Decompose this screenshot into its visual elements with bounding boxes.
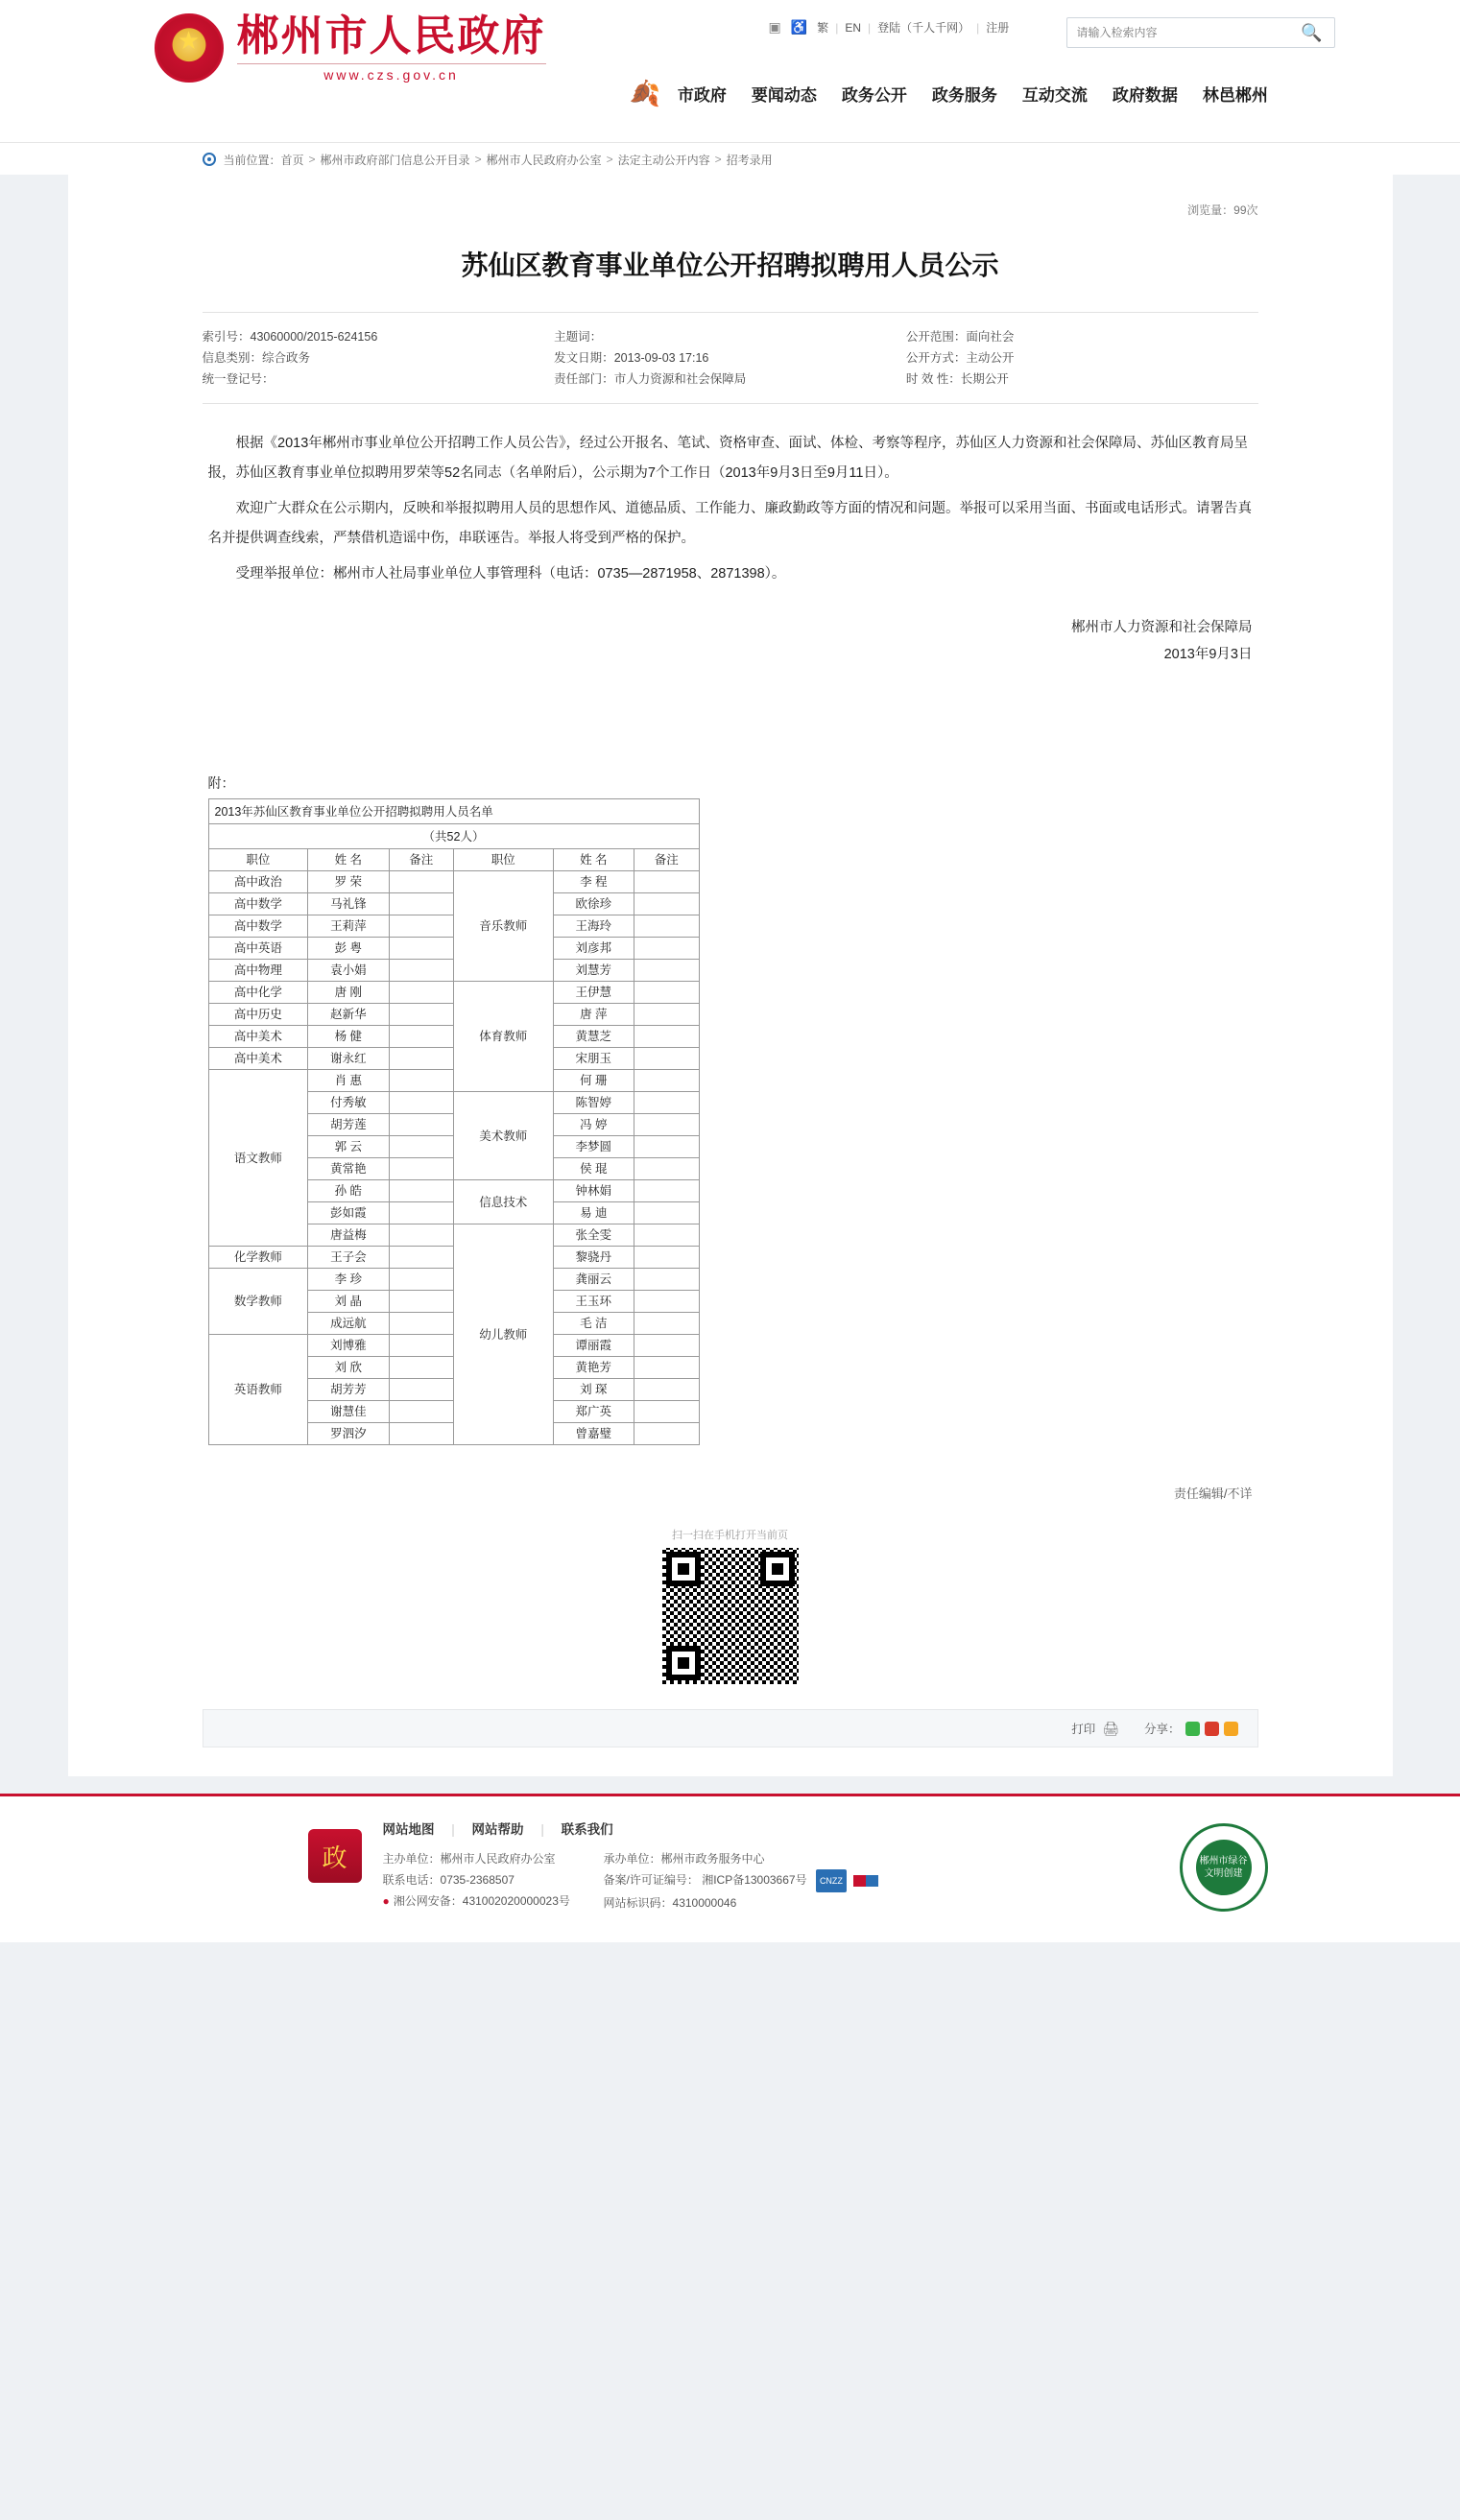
table-cell — [634, 915, 699, 938]
seal-inner-text: 郴州市绿谷文明创建 — [1196, 1840, 1252, 1895]
table-cell: 陈智婷 — [553, 1092, 634, 1114]
meta-value: 43060000/2015-624156 — [250, 330, 378, 344]
footer-id-label: 网站标识码： — [603, 1896, 673, 1910]
table-cell: 胡芳莲 — [308, 1114, 389, 1136]
table-cell: 袁小娟 — [308, 960, 389, 982]
table-cell — [389, 1357, 453, 1379]
footer-police-row — [383, 1890, 604, 1912]
meta-label: 信息类别： — [202, 351, 263, 365]
table-cell — [389, 1291, 453, 1313]
site-header — [0, 0, 1460, 142]
footer-col-left — [383, 1848, 604, 1914]
column-header: 职位 — [453, 849, 553, 871]
breadcrumb-item-recruitment[interactable]: 招考录用 — [726, 153, 773, 167]
breadcrumb-item-catalog[interactable]: 郴州市政府部门信息公开目录 — [320, 153, 470, 167]
table-cell: 成远航 — [308, 1313, 389, 1335]
table-cell: 赵新华 — [308, 1004, 389, 1026]
table-cell — [389, 1070, 453, 1092]
column-header: 姓 名 — [308, 849, 389, 871]
table-cell: 李 珍 — [308, 1269, 389, 1291]
table-cell — [634, 1313, 699, 1335]
table-cell: 语文教师 — [208, 1070, 308, 1247]
breadcrumb-sep: > — [308, 153, 316, 166]
table-cell: 美术教师 — [453, 1092, 553, 1180]
table-cell: 英语教师 — [208, 1335, 308, 1445]
nav-item-interaction[interactable]: 互动交流 — [1021, 86, 1088, 105]
top-utility-bar — [769, 19, 1010, 36]
meta-value: 2013-09-03 17:16 — [613, 351, 709, 365]
footer-host-row — [383, 1848, 604, 1869]
footer-icp-value: 湘ICP备13003667号 — [702, 1873, 807, 1887]
table-cell: 钟林娟 — [553, 1180, 634, 1202]
meta-label: 时 效 性： — [905, 372, 961, 386]
meta-row — [906, 368, 1258, 390]
table-cell — [389, 1313, 453, 1335]
divider: | — [540, 1822, 544, 1837]
table-cell: 黄艳芳 — [553, 1357, 634, 1379]
table-cell: 郭 云 — [308, 1136, 389, 1158]
table-cell — [634, 1335, 699, 1357]
meta-row — [203, 368, 555, 390]
table-cell — [389, 938, 453, 960]
table-cell — [634, 1379, 699, 1401]
table-cell — [389, 1335, 453, 1357]
meta-value: 长期公开 — [960, 372, 1009, 386]
meta-column-2 — [554, 326, 906, 390]
site-footer — [0, 1794, 1460, 1942]
table-cell — [389, 1026, 453, 1048]
table-row — [208, 824, 699, 849]
table-cell: 冯 婷 — [553, 1114, 634, 1136]
table-cell — [389, 1423, 453, 1445]
table-cell: 高中英语 — [208, 938, 308, 960]
table-cell: 曾嘉璧 — [553, 1423, 634, 1445]
breadcrumb-item-home[interactable]: 首页 — [280, 153, 304, 167]
table-cell: 体育教师 — [453, 982, 553, 1092]
table-cell — [634, 1026, 699, 1048]
table-cell — [389, 1092, 453, 1114]
table-cell: 高中历史 — [208, 1004, 308, 1026]
table-cell: 罗泗汐 — [308, 1423, 389, 1445]
footer-icp-label: 备案/许可证编号： — [603, 1873, 699, 1887]
table-cell: 郑广英 — [553, 1401, 634, 1423]
table-cell: 宋朋玉 — [553, 1048, 634, 1070]
wechat-icon[interactable]: ▣ — [768, 19, 781, 35]
site-title: 郴州市人民政府 — [236, 12, 546, 60]
table-cell: 唐 刚 — [308, 982, 389, 1004]
footer-tel-value: 0735-2368507 — [440, 1873, 515, 1887]
divider: | — [976, 20, 980, 35]
table-cell — [634, 960, 699, 982]
table-cell: 幼儿教师 — [453, 1224, 553, 1445]
nav-item-government[interactable]: 市政府 — [677, 86, 727, 105]
table-cell: 黄常艳 — [308, 1158, 389, 1180]
meta-label: 责任部门： — [554, 372, 614, 386]
table-cell — [634, 1423, 699, 1445]
meta-column-1 — [203, 326, 555, 390]
cnzz-badge[interactable]: CNZZ — [816, 1869, 847, 1892]
table-cell — [389, 1401, 453, 1423]
site-logo[interactable] — [155, 13, 546, 83]
table-cell: 杨 健 — [308, 1026, 389, 1048]
table-cell: 龚丽云 — [553, 1269, 634, 1291]
table-cell: 音乐教师 — [453, 871, 553, 982]
table-cell — [634, 1357, 699, 1379]
table-cell — [634, 1070, 699, 1092]
table-cell — [634, 1158, 699, 1180]
table-cell: 高中物理 — [208, 960, 308, 982]
breadcrumb — [68, 143, 1393, 176]
login-link[interactable]: 登陆（千人千网） — [877, 21, 970, 35]
editor-note: 责任编辑/不详 — [1173, 1486, 1253, 1501]
page-title: 苏仙区教育事业单位公开招聘拟聘用人员公示 — [461, 250, 999, 281]
table-header-row — [208, 849, 699, 871]
search-icon[interactable]: 🔍 — [1301, 22, 1323, 42]
document-body — [208, 429, 1253, 589]
table-cell: 高中化学 — [208, 982, 308, 1004]
meta-label: 统一登记号： — [202, 372, 275, 386]
attachment-label: 附： — [207, 775, 235, 791]
body-paragraph: 根据《2013年郴州市事业单位公开招聘工作人员公告》，经过公开报名、笔试、资格审查、面试、体检、考察等程序，苏仙区人力资源和社会保障局、苏仙区教育局呈报，苏仙区教育事业单位拟聘用罗荣等52名同志（名单附后），公示期为7个工作日（2013年9月3日至9月11日）。 — [207, 436, 1249, 481]
table-cell — [389, 1136, 453, 1158]
divider: | — [867, 20, 872, 35]
flag-badge-icon — [853, 1875, 878, 1887]
view-count: 浏览量：99次 — [1187, 203, 1258, 217]
footer-host-label: 主办单位： — [382, 1852, 441, 1866]
meta-label: 发文日期： — [554, 351, 614, 365]
meta-label: 索引号： — [202, 330, 251, 344]
breadcrumb-bar — [0, 142, 1460, 175]
more-share-icon[interactable] — [1224, 1722, 1238, 1736]
body-paragraph: 受理举报单位：郴州市人社局事业单位人事管理科（电话：0735—2871958、2871398）。 — [235, 566, 786, 582]
table-cell: 刘彦邦 — [553, 938, 634, 960]
table-cell — [634, 1004, 699, 1026]
table-cell: 胡芳芳 — [308, 1379, 389, 1401]
footer-col-right — [604, 1848, 892, 1914]
table-cell — [634, 938, 699, 960]
table-cell: 刘 琛 — [553, 1379, 634, 1401]
table-row — [208, 799, 699, 824]
footer-police-value: 431002020000023号 — [462, 1894, 570, 1908]
search-box[interactable] — [1066, 17, 1335, 48]
divider: | — [451, 1822, 455, 1837]
footer-id-value: 4310000046 — [672, 1896, 737, 1910]
table-cell: 高中美术 — [208, 1048, 308, 1070]
print-label: 打印 — [1071, 1723, 1096, 1736]
table-cell — [634, 1180, 699, 1202]
table-cell: 谢永红 — [308, 1048, 389, 1070]
table-cell: 刘博雅 — [308, 1335, 389, 1357]
meta-row — [554, 347, 906, 368]
table-cell — [389, 1247, 453, 1269]
meta-value: 面向社会 — [966, 330, 1015, 344]
table-cell: 刘 晶 — [308, 1291, 389, 1313]
table-cell: 毛 洁 — [553, 1313, 634, 1335]
meta-row — [203, 326, 555, 347]
footer-support-row — [604, 1848, 892, 1869]
footer-tel-row — [383, 1869, 604, 1890]
table-cell — [634, 1114, 699, 1136]
meta-column-3 — [906, 326, 1258, 390]
table-cell — [634, 1224, 699, 1247]
table-cell: 彭 粤 — [308, 938, 389, 960]
spacer — [174, 668, 1287, 773]
nav-item-disclosure[interactable]: 政务公开 — [841, 86, 907, 105]
breadcrumb-label: 当前位置： — [223, 153, 281, 167]
table-cell: 彭如霞 — [308, 1202, 389, 1224]
table-row — [208, 871, 699, 893]
content-card — [68, 175, 1393, 1776]
table-cell: 唐 萍 — [553, 1004, 634, 1026]
footer-link-contact[interactable]: 联系我们 — [561, 1822, 613, 1837]
wechat-share-icon[interactable] — [1185, 1722, 1200, 1736]
table-cell — [389, 982, 453, 1004]
print-button[interactable] — [1071, 1720, 1119, 1737]
search-input[interactable] — [1067, 18, 1290, 47]
table-cell: 谢慧佳 — [308, 1401, 389, 1423]
meta-value: 综合政务 — [262, 351, 311, 365]
table-cell — [389, 893, 453, 915]
qr-tip: 扫一扫在手机打开当前页 — [672, 1530, 788, 1541]
table-cell — [389, 1004, 453, 1026]
qr-code-image — [662, 1548, 799, 1684]
table-cell — [634, 1048, 699, 1070]
footer-support-label: 承办单位： — [603, 1852, 661, 1866]
police-badge-icon: ● — [382, 1894, 390, 1908]
qr-finder-icon — [666, 1552, 701, 1586]
table-cell: 付秀敏 — [308, 1092, 389, 1114]
table-cell — [634, 1401, 699, 1423]
qr-finder-icon — [666, 1646, 701, 1680]
table-cell — [634, 1136, 699, 1158]
table-cell — [389, 1048, 453, 1070]
qr-area — [174, 1527, 1287, 1684]
table-cell — [634, 1092, 699, 1114]
main-nav — [630, 79, 1268, 108]
table-cell: 谭丽霞 — [553, 1335, 634, 1357]
table-row — [208, 982, 699, 1004]
table-cell: 易 迪 — [553, 1202, 634, 1224]
table-cell: 侯 琨 — [553, 1158, 634, 1180]
print-share-bar — [203, 1709, 1258, 1747]
meta-row — [554, 326, 906, 347]
table-cell: 数学教师 — [208, 1269, 308, 1335]
table-cell — [389, 1180, 453, 1202]
register-link[interactable]: 注册 — [986, 21, 1010, 35]
meta-row — [906, 347, 1258, 368]
table-cell — [634, 893, 699, 915]
footer-support-value: 郴州市政务服务中心 — [660, 1852, 765, 1866]
table-cell: 高中数学 — [208, 893, 308, 915]
footer-link-help[interactable]: 网站帮助 — [471, 1822, 524, 1837]
footer-links — [383, 1819, 892, 1841]
lang-english-link[interactable]: EN — [845, 20, 861, 35]
signature-org: 郴州市人力资源和社会保障局 — [1071, 620, 1253, 635]
lang-traditional-link[interactable]: 繁 — [817, 21, 829, 35]
share-label: 分享： — [1143, 1723, 1181, 1736]
table-cell: 王子会 — [308, 1247, 389, 1269]
table-cell: 高中美术 — [208, 1026, 308, 1048]
table-cell: 高中数学 — [208, 915, 308, 938]
nav-item-data[interactable]: 政府数据 — [1112, 86, 1178, 105]
table-cell — [634, 1247, 699, 1269]
roster-subcaption: （共52人） — [208, 824, 699, 849]
document-meta — [203, 312, 1258, 404]
footer-icp-row — [604, 1869, 892, 1892]
table-cell — [389, 1158, 453, 1180]
table-cell: 李梦圆 — [553, 1136, 634, 1158]
table-cell: 肖 惠 — [308, 1070, 389, 1092]
share-group — [1144, 1720, 1238, 1737]
column-header: 职位 — [208, 849, 308, 871]
table-cell: 王海玲 — [553, 915, 634, 938]
signature-block — [174, 614, 1253, 668]
civilization-seal-icon — [1180, 1823, 1268, 1912]
meta-label: 公开方式： — [905, 351, 967, 365]
breadcrumb-item-legal[interactable]: 法定主动公开内容 — [617, 153, 710, 167]
column-header: 备注 — [634, 849, 699, 871]
breadcrumb-item-office[interactable]: 郴州市人民政府办公室 — [486, 153, 602, 167]
table-cell — [389, 871, 453, 893]
table-cell — [634, 1269, 699, 1291]
breadcrumb-sep: > — [474, 153, 482, 166]
footer-tel-label: 联系电话： — [382, 1873, 441, 1887]
column-header: 姓 名 — [553, 849, 634, 871]
footer-spacer — [0, 1776, 1460, 1794]
table-cell — [634, 1291, 699, 1313]
meta-row — [554, 368, 906, 390]
footer-info — [383, 1819, 892, 1914]
table-cell: 刘慧芳 — [553, 960, 634, 982]
table-cell — [389, 915, 453, 938]
footer-police-label: 湘公网安备： — [393, 1894, 463, 1908]
meta-row — [203, 347, 555, 368]
body-paragraph: 欢迎广大群众在公示期内，反映和举报拟聘用人员的思想作风、道德品质、工作能力、廉政勤政等方面的情况和问题。举报可以采用当面、书面或电话形式。请署告真名并提供调查线索，严禁借机造谣中伤，串联诬告。举报人将受到严格的保护。 — [207, 501, 1252, 546]
meta-label: 公开范围： — [905, 330, 967, 344]
accessibility-icon[interactable]: ♿ — [790, 19, 808, 35]
table-cell: 唐益梅 — [308, 1224, 389, 1247]
meta-value: 主动公开 — [966, 351, 1015, 365]
leaf-icon: 🍂 — [629, 79, 660, 107]
table-cell — [389, 1224, 453, 1247]
table-cell — [634, 982, 699, 1004]
national-emblem-icon — [155, 13, 224, 83]
table-cell: 张全雯 — [553, 1224, 634, 1247]
table-cell — [389, 1202, 453, 1224]
table-cell — [634, 1202, 699, 1224]
weibo-share-icon[interactable] — [1205, 1722, 1219, 1736]
table-cell: 高中政治 — [208, 871, 308, 893]
signature-date: 2013年9月3日 — [1163, 647, 1253, 662]
footer-emblem-icon — [308, 1829, 362, 1883]
printer-icon[interactable]: 🖨 — [1102, 1720, 1119, 1736]
location-icon — [203, 153, 216, 166]
table-cell: 孙 皓 — [308, 1180, 389, 1202]
site-url: www.czs.gov.cn — [237, 63, 546, 83]
breadcrumb-sep: > — [606, 153, 613, 166]
table-cell — [634, 871, 699, 893]
table-cell: 信息技术 — [453, 1180, 553, 1224]
table-cell: 王玉环 — [553, 1291, 634, 1313]
footer-host-value: 郴州市人民政府办公室 — [440, 1852, 556, 1866]
column-header: 备注 — [389, 849, 453, 871]
table-cell — [389, 1269, 453, 1291]
footer-link-sitemap[interactable]: 网站地图 — [382, 1822, 435, 1837]
meta-row — [906, 326, 1258, 347]
breadcrumb-sep: > — [714, 153, 722, 166]
roster-table — [208, 798, 700, 1445]
table-cell — [389, 1114, 453, 1136]
table-cell: 欧徐珍 — [553, 893, 634, 915]
nav-item-news[interactable]: 要闻动态 — [751, 86, 817, 105]
table-cell: 王莉萍 — [308, 915, 389, 938]
meta-label: 主题词： — [554, 330, 603, 344]
roster-caption: 2013年苏仙区教育事业单位公开招聘拟聘用人员名单 — [208, 799, 699, 824]
meta-value: 市人力资源和社会保障局 — [613, 372, 747, 386]
table-cell: 王伊慧 — [553, 982, 634, 1004]
table-cell — [389, 1379, 453, 1401]
table-cell — [389, 960, 453, 982]
table-cell: 黎骁丹 — [553, 1247, 634, 1269]
table-cell: 马礼锋 — [308, 893, 389, 915]
qr-finder-icon — [760, 1552, 795, 1586]
table-cell: 何 珊 — [553, 1070, 634, 1092]
table-cell: 化学教师 — [208, 1247, 308, 1269]
table-cell: 刘 欣 — [308, 1357, 389, 1379]
divider: | — [835, 20, 839, 35]
table-cell: 李 程 — [553, 871, 634, 893]
nav-item-services[interactable]: 政务服务 — [931, 86, 997, 105]
table-cell: 罗 荣 — [308, 871, 389, 893]
footer-id-row — [604, 1892, 892, 1914]
table-cell: 黄慧芝 — [553, 1026, 634, 1048]
nav-item-linyi[interactable]: 林邑郴州 — [1202, 86, 1268, 105]
